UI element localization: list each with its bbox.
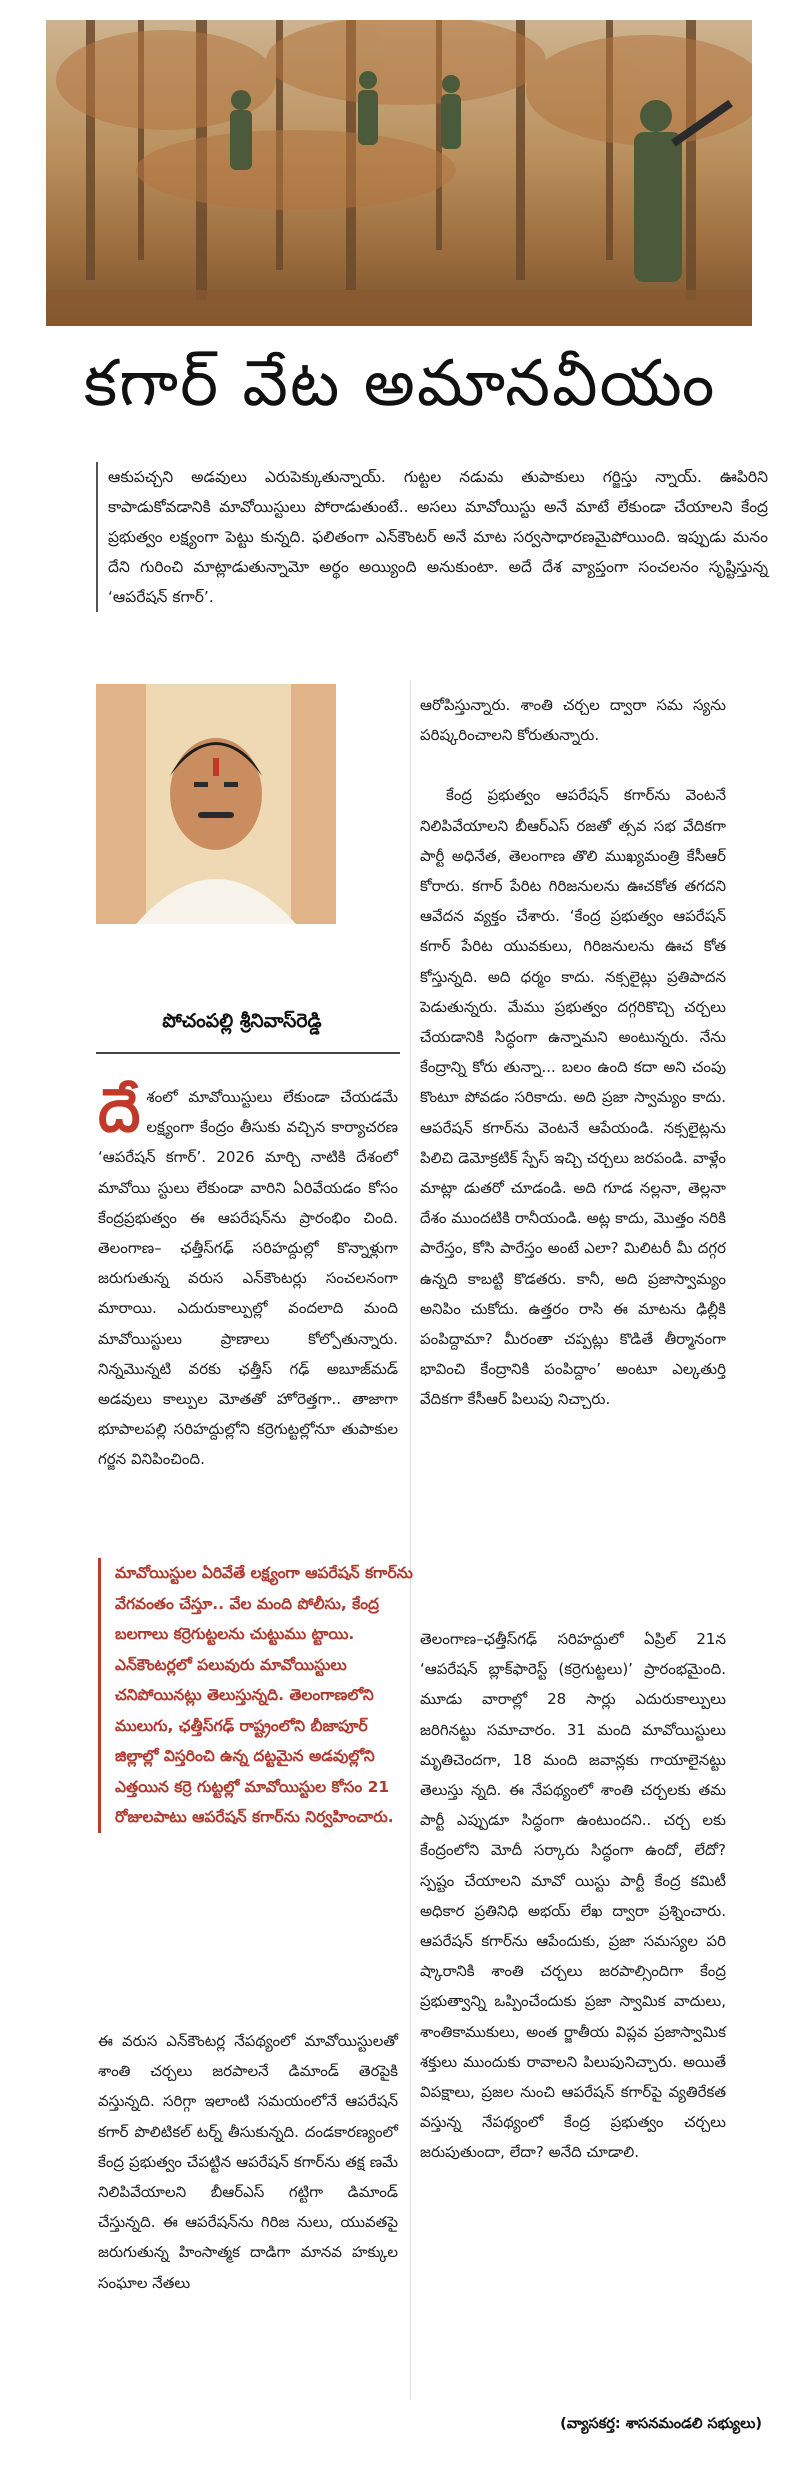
divider — [96, 1052, 400, 1054]
column-divider — [410, 680, 411, 2400]
headline: కగార్ వేట అమానవీయం — [83, 347, 717, 421]
intro-paragraph: ఆకుపచ్చని అడవులు ఎరుపెక్కుతున్నాయ్. గుట్టల నడుమ తుపాకులు గర్జిస్తు న్నాయ్. ఊపిరిని కాపాడుకోవడానికి మావోయిస్టులు పోరాడుతుంటే.. అసలు మావోయిస్టు అనే మాటే లేకుండా చేయాలని కేంద్ర ప్రభుత్వం లక్ష్యంగా పెట్టు కున్నది. ఫలితంగా ఎన్‌కౌంటర్ అనే మాట సర్వసాధారణమైపోయింది. ఇప్పుడు మనం దేని గురించి మాట్లాడుతున్నామో అర్థం అయ్యింది అనుకుంటా. అదే దేశ వ్యాప్తంగా సంచలనం సృష్టిస్తున్న ‘ఆపరేషన్ కగార్’. — [96, 462, 768, 612]
author-byline: (వ్యాసకర్త: శాసనమండలి సభ్యులు) — [560, 2416, 762, 2432]
body-paragraph: ఆరోపిస్తున్నారు. శాంతి చర్చల ద్వారా సమ స్యను పరిష్కరించాలని కోరుతున్నారు. — [420, 696, 726, 745]
body-paragraph: ఈ వరుస ఎన్‌కౌంటర్ల నేపథ్యంలో మావోయిస్టులతో శాంతి చర్చలు జరపాలనే డిమాండ్ తెరపైకి వస్తున్నది. సరిగ్గా ఇలాంటి సమయంలోనే ఆపరేషన్ కగార్ పొలిటికల్ టర్న్ తీసుకున్నది. దండకారణ్యంలో కేంద్ర ప్రభుత్వం చేపట్టిన ఆపరేషన్ కగార్‌ను తక్ష ణమే నిలిపివేయాలని బీఆర్‌ఎస్ గట్టిగా డిమాండ్ చేస్తున్నది. ఈ ఆపరేషన్‌ను గిరిజ నులు, యువతపై జరుగుతున్న హింసాత్మక దాడిగా మానవ హక్కుల సంఘాల నేతలు — [98, 2032, 398, 2292]
body-paragraph-text: శంలో మావోయిస్టులు లేకుండా చేయడమే లక్ష్యంగా కేంద్రం తీసుకు వచ్చిన కార్యాచరణ ‘ఆపరేషన్ కగార్’. 2026 మార్చి నాటికి దేశంలో మావోయి స్టులు లేకుండా వారిని ఏరివేయడం కోసం కేంద్రప్రభుత్వం ఈ ఆపరేషన్‌ను ప్రారంభిం చింది. తెలంగాణ– ఛత్తీస్‌గఢ్ సరిహద్దుల్లో కొన్నాళ్లుగా జరుగుతున్న వరుస ఎన్‌కౌంటర్లు సంచలనంగా మారాయి. ఎదురుకాల్పుల్లో వందలాది మంది మావోయిస్టులు ప్రాణాలు కోల్పోతున్నారు. నిన్నమొన్నటి వరకు ఛత్తీస్ గఢ్ అబూజ్‌మడ్ అడవులు కాల్పుల మోతతో హోరెత్తగా.. తాజాగా భూపాలపల్లి సరిహద్దుల్లోని కర్రెగుట్టల్లోనూ తుపాకుల గర్జన వినిపించింది. — [98, 1088, 398, 1469]
right-column-text — [420, 690, 726, 1415]
dropcap: దే — [98, 1076, 141, 1146]
author-photo — [96, 684, 336, 924]
hero-photo — [46, 20, 752, 326]
left-column-text — [98, 1076, 398, 1475]
author-name: పోచంపల్లి శ్రీనివాస్‌రెడ్డి — [162, 1010, 322, 1032]
right-column-text-2 — [420, 1624, 726, 2168]
body-paragraph — [98, 1076, 398, 1475]
body-paragraph: తెలంగాణ–ఛత్తీస్‌గఢ్ సరిహద్దులో ఏప్రిల్ 21న ‘ఆపరేషన్ బ్లాక్‌ఫారెస్ట్ (కర్రెగుట్టలు)’ ప్రారంభమైంది. మూడు వారాల్లో 28 సార్లు ఎదురుకాల్పులు జరిగినట్టు సమాచారం. 31 మంది మావోయిస్టులు మృతిచెందగా, 18 మంది జవాన్లకు గాయాలైనట్టు తెలుస్తు న్నది. ఈ నేపథ్యంలో శాంతి చర్చలకు తమ పార్టీ ఎప్పుడూ సిద్ధంగా ఉంటుందని.. చర్చ లకు కేంద్రంలోని మోదీ సర్కారు సిద్ధంగా ఉందో, లేదో? స్పష్టం చేయాలని మావో యిస్టు పార్టీ కేంద్ర కమిటీ అధికార ప్రతినిధి అభయ్ లేఖ ద్వారా ప్రశ్నించారు. ఆపరేషన్ కగార్‌ను ఆపేందుకు, ప్రజా సమస్యల పరి ష్కారానికి శాంతి చర్చలు జరపాల్సిందిగా కేంద్ర ప్రభుత్వాన్ని ఒప్పించేందుకు ప్రజా స్వామిక వాదులు, శాంతికాముకులు, అంత ర్జాతీయ విప్లవ ప్రజాస్వామిక శక్తులు ముందుకు రావాలని పిలుపునిచ్చారు. అయితే విపక్షాలు, ప్రజల నుంచి ఆపరేషన్ కగార్‌పై వ్యతిరేకత వస్తున్న నేపథ్యంలో కేంద్ర ప్రభుత్వం చర్చలు జరుపుతుందా, లేదా? అనేది చూడాలి. — [420, 1630, 726, 2162]
pull-quote: మావోయిస్టుల ఏరివేతే లక్ష్యంగా ఆపరేషన్ కగార్‌ను వేగవంతం చేస్తూ.. వేల మంది పోలీసు, కేంద్ర బలగాలు కర్రెగుట్టలను చుట్టుము ట్టాయి. ఎన్‌కౌంటర్లలో పలువురు మావోయిస్టులు చనిపోయినట్లు తెలుస్తున్నది. తెలంగాణలోని ములుగు, ఛత్తీస్‌గఢ్ రాష్ట్రంలోని బీజాపూర్ జిల్లాల్లో విస్తరించి ఉన్న దట్టమైన అడవుల్లోని ఎత్తయిన కర్రె గుట్టల్లో మావోయిస్టుల కోసం 21 రోజులపాటు ఆపరేషన్ కగార్‌ను నిర్వహించారు. — [98, 1558, 415, 1833]
body-paragraph: కేంద్ర ప్రభుత్వం ఆపరేషన్ కగార్‌ను వెంటనే నిలిపివేయాలని బీఆర్‌ఎస్ రజతో త్సవ సభ వేదికగా పార్టీ అధినేత, తెలంగాణ తొలి ముఖ్యమంత్రి కేసీఆర్ కోరారు. కగార్ పేరిట గిరిజనులను ఊచకోత తగదని ఆవేదన వ్యక్తం చేశారు. ‘కేంద్ర ప్రభుత్వం ఆపరేషన్ కగార్ పేరిట యువకులు, గిరిజనులను ఊచ కోత కోస్తున్నది. అది ధర్మం కాదు. నక్సలైట్లు ప్రతిపాదన పెడుతున్నరు. మేము ప్రభుత్వం దగ్గరికొచ్చి చర్చలు చేయడానికి సిద్ధంగా ఉన్నామని అంటున్నరు. నేను కేంద్రాన్ని కోరు తున్నా... బలం ఉంది కదా అని చంపు కొంటూ పోవడం సరికాదు. అది ప్రజా స్వామ్యం కాదు. ఆపరేషన్ కగార్‌ను వెంటనే ఆపేయండి. నక్సలైట్లను పిలిచి డెమోక్రటిక్ స్పేస్ ఇచ్చి చర్చలు జరపండి. వాళ్లేం మాట్లా డుతరో చూడండి. అది గూడ నల్లనా, తెల్లనా దేశం ముందటికి రానీయండి. అట్ల కాదు, మొత్తం నరికి పారేస్తం, కోసి పారేస్తం అంటే ఎలా? మిలిటరీ మీ దగ్గర ఉన్నది కాబట్టి కొడతరు. కానీ, అది ప్రజాస్వామ్యం అనిపిం చుకోదు. ఉత్తరం రాసి ఈ మాటను ఢిల్లీకి పంపిద్దామా? మీరంతా చప్పట్లు కొడితే తీర్మానంగా భావించి కేంద్రానికి పంపిద్దాం’ అంటూ ఎల్కతుర్తి వేదికగా కేసీఆర్ పిలుపు నిచ్చారు. — [420, 786, 726, 1409]
left-column-text-2 — [98, 2026, 398, 2298]
